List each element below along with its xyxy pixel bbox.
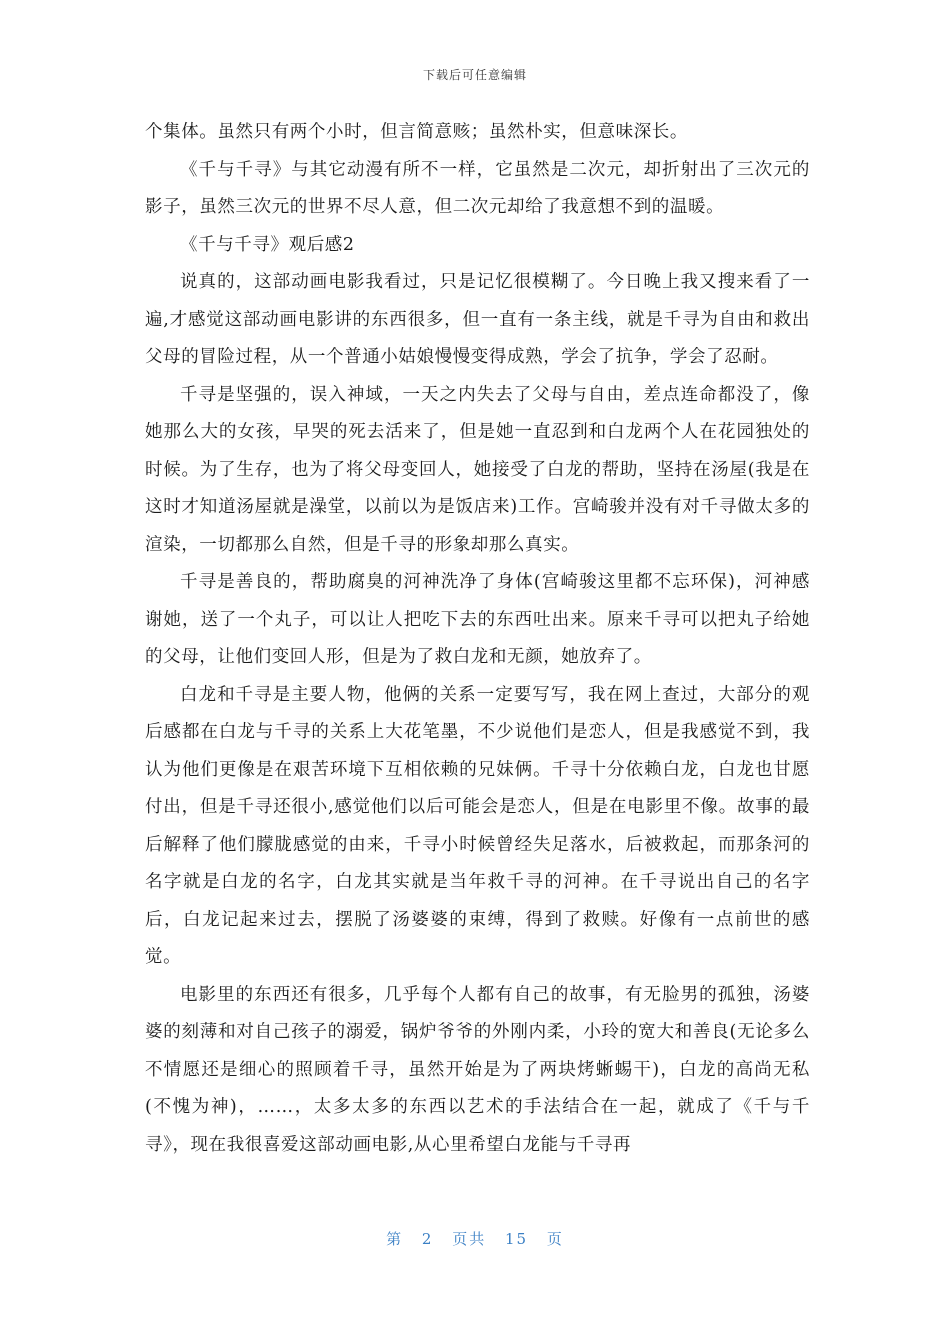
document-body (145, 114, 810, 1164)
paragraph: 千寻是坚强的，误入神域，一天之内失去了父母与自由，差点连命都没了，像她那么大的女孩，早哭的死去活来了，但是她一直忍到和白龙两个人在花园独处的时候。为了生存，也为了将父母变回人，她接受了白龙的帮助，坚持在汤屋(我是在这时才知道汤屋就是澡堂，以前以为是饭店来)工作。宫崎骏并没有对千寻做太多的渲染，一切都那么自然，但是千寻的形象却那么真实。 (145, 384, 810, 555)
paragraph: 千寻是善良的，帮助腐臭的河神洗净了身体(宫崎骏这里都不忘环保)，河神感谢她，送了一个丸子，可以让人把吃下去的东西吐出来。原来千寻可以把丸子给她的父母，让他们变回人形，但是为了救白龙和无颜，她放弃了。 (145, 572, 810, 667)
page-number-footer: 第 2 页共 15 页 (386, 1230, 564, 1248)
paragraph: 说真的，这部动画电影我看过，只是记忆很模糊了。今日晚上我又搜来看了一遍,才感觉这部动画电影讲的东西很多，但一直有一条主线，就是千寻为自由和救出父母的冒险过程，从一个普通小姑娘慢慢变得成熟，学会了抗争，学会了忍耐。 (145, 272, 810, 367)
paragraph: 白龙和千寻是主要人物，他俩的关系一定要写写，我在网上查过，大部分的观后感都在白龙与千寻的关系上大花笔墨，不少说他们是恋人，但是我感觉不到，我认为他们更像是在艰苦环境下互相依赖的兄妹俩。千寻十分依赖白龙，白龙也甘愿付出，但是千寻还很小,感觉他们以后可能会是恋人，但是在电影里不像。故事的最后解释了他们朦胧感觉的由来，千寻小时候曾经失足落水，后被救起，而那条河的名字就是白龙的名字，白龙其实就是当年救千寻的河神。在千寻说出自己的名字后，白龙记起来过去，摆脱了汤婆婆的束缚，得到了救赎。好像有一点前世的感觉。 (145, 684, 810, 967)
page-header: 下载后可任意编辑 (422, 68, 527, 82)
section-heading: 《千与千寻》观后感2 (180, 234, 355, 255)
paragraph: 《千与千寻》与其它动漫有所不一样，它虽然是二次元，却折射出了三次元的影子，虽然三次元的世界不尽人意，但二次元却给了我意想不到的温暖。 (145, 159, 810, 217)
paragraph: 电影里的东西还有很多，几乎每个人都有自己的故事，有无脸男的孤独，汤婆婆的刻薄和对自己孩子的溺爱，锅炉爷爷的外刚内柔，小玲的宽大和善良(无论多么不情愿还是细心的照顾着千寻，虽然开始是为了两块烤蜥蜴干)，白龙的高尚无私(不愧为神)，……，太多太多的东西以艺术的手法结合在一起，就成了《千与千寻》，现在我很喜爱这部动画电影,从心里希望白龙能与千寻再 (145, 984, 810, 1155)
paragraph: 个集体。虽然只有两个小时，但言简意赅；虽然朴实，但意味深长。 (145, 122, 688, 142)
